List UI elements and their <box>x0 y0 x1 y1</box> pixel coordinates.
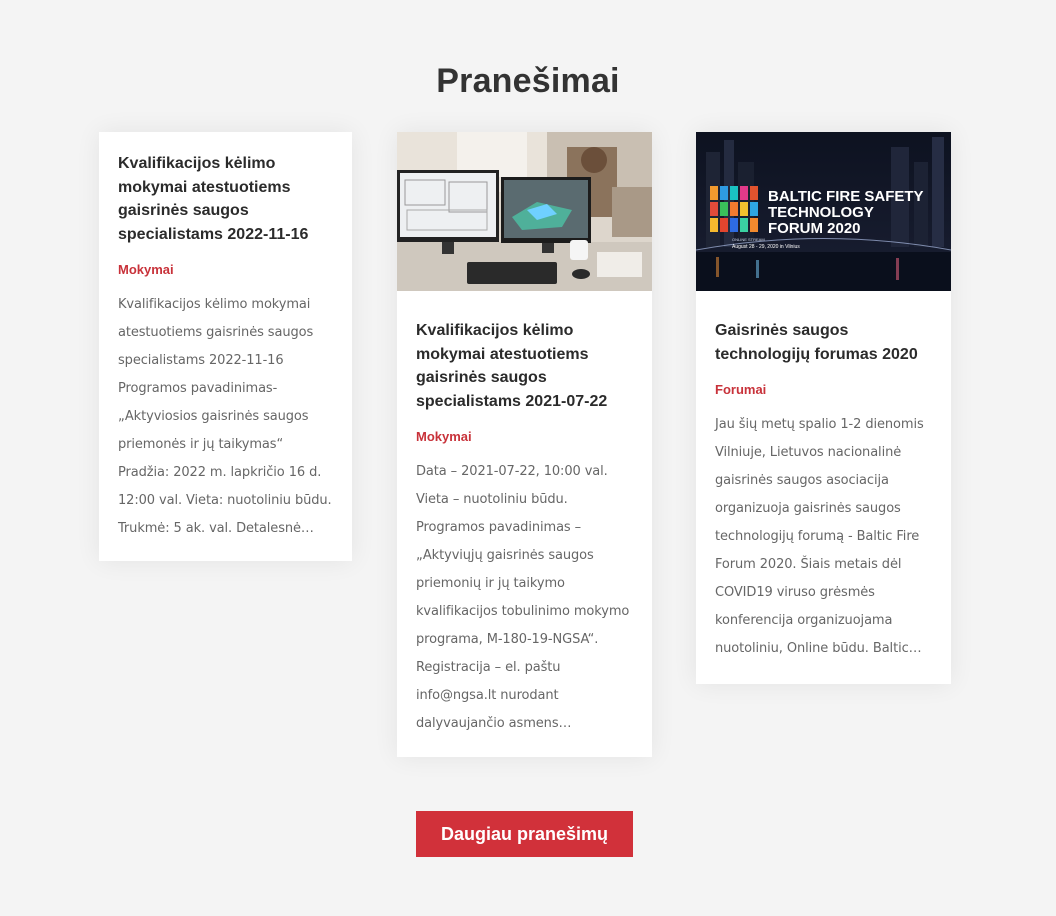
post-category[interactable]: Forumai <box>715 382 767 397</box>
post-category[interactable]: Mokymai <box>416 429 472 444</box>
banner-small-2: August 28 - 29, 2020 in Vilnius <box>732 244 800 250</box>
post-excerpt: Kvalifikacijos kėlimo mokymai atestuotiems gaisrinės saugos specialistams 2022-11-16 Programos pavadinimas- „Aktyviosios gaisrinės saugos priemonės ir jų taikymas“ Pradžia: 2022 m. lapkričio 16 d. 12:00 val. Vieta: nuotoliniu būdu. Trukmė: 5 ak. val. Detalesnė… <box>118 297 332 536</box>
section-title: Pranešimai <box>436 62 620 100</box>
banner-small-1: ONLINE STREAM <box>732 237 765 242</box>
post-title[interactable]: Gaisrinės saugos technologijų forumas 2020 <box>715 322 918 363</box>
post-title[interactable]: Kvalifikacijos kėlimo mokymai atestuotiems gaisrinės saugos specialistams 2021-07-22 <box>416 322 608 410</box>
post-card <box>696 132 951 684</box>
post-image[interactable] <box>696 132 951 291</box>
more-posts-button[interactable]: Daugiau pranešimų <box>416 811 633 857</box>
banner-line-2: TECHNOLOGY <box>768 204 874 221</box>
post-category[interactable]: Mokymai <box>118 262 174 277</box>
post-excerpt: Data – 2021-07-22, 10:00 val. Vieta – nuotoliniu būdu. Programos pavadinimas – „Aktyviųjų gaisrinės saugos priemonių ir jų taikymo kvalifikacijos tobulinimo mokymo programa, M-180-19-NGSA“. Registracija – el. paštu info@ngsa.lt nurodant dalyvaujančio asmens… <box>416 464 630 731</box>
post-image[interactable] <box>397 132 652 291</box>
post-card <box>99 132 352 561</box>
post-title[interactable]: Kvalifikacijos kėlimo mokymai atestuotiems gaisrinės saugos specialistams 2022-11-16 <box>118 155 309 243</box>
post-card <box>397 132 652 757</box>
banner-line-3: FORUM 2020 <box>768 220 861 237</box>
post-excerpt: Jau šių metų spalio 1-2 dienomis Vilniuje, Lietuvos nacionalinė gaisrinės saugos asociacija organizuoja gaisrinės saugos technologijų forumą - Baltic Fire Forum 2020. Šiais metais dėl COVID19 viruso grėsmės konferencija organizuojama nuotoliniu, Online būdu. Baltic… <box>715 417 924 656</box>
banner-line-1: BALTIC FIRE SAFETY <box>768 188 924 205</box>
